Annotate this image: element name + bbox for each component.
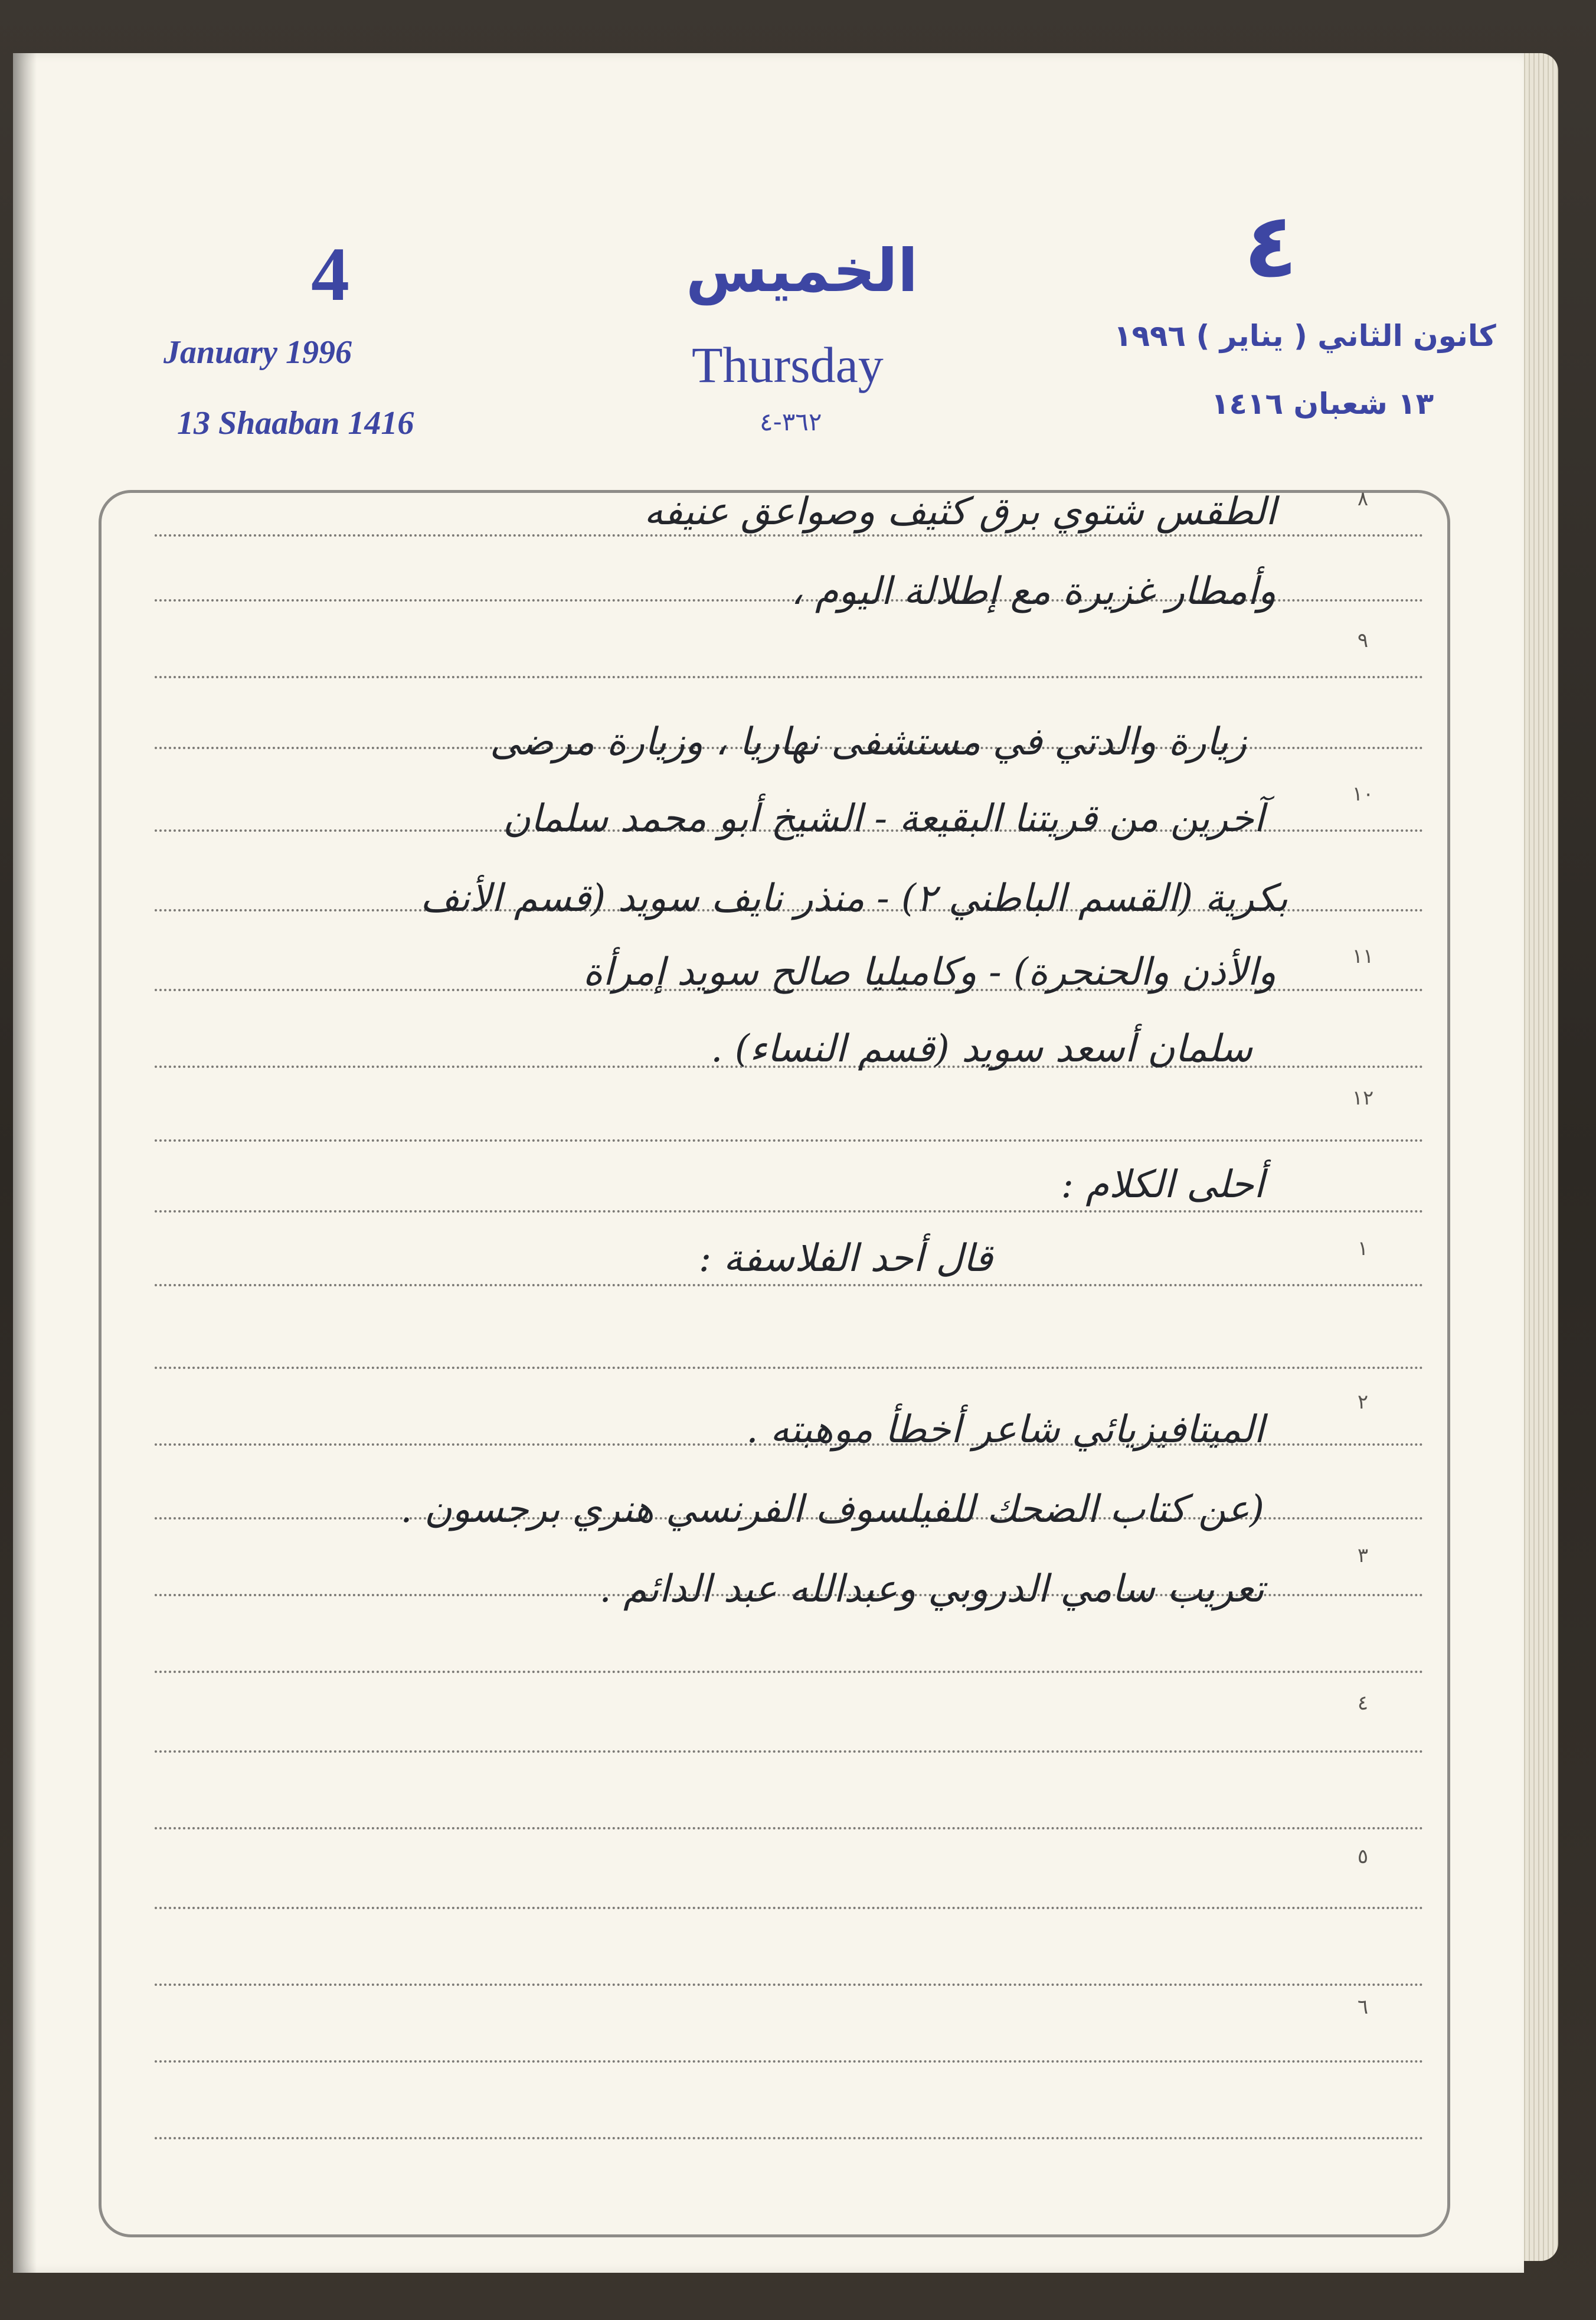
note-line: آخرين من قريتنا البقيعة - الشيخ أبو محمد سلمان (502, 797, 1264, 841)
spine-shadow (13, 53, 37, 2273)
note-line: الميتافيزيائي شاعر أخطأ موهبته . (746, 1408, 1264, 1452)
hour-label: ٥ (1357, 1845, 1369, 1868)
ruled-line (155, 534, 1424, 537)
hour-label: ٦ (1357, 1995, 1369, 2019)
hour-label: ١١ (1352, 945, 1374, 968)
note-line: وأمطار غزيرة مع إطلالة اليوم ، (790, 570, 1276, 613)
hour-label: ٣ (1357, 1544, 1369, 1567)
note-line: والأذن والحنجرة) - وكاميليا صالح سويد إمرأة (583, 950, 1276, 994)
day-number-latin: 4 (311, 232, 349, 317)
hijri-date-en: 13 Shaaban 1416 (177, 405, 414, 442)
ruled-line (155, 1750, 1424, 1753)
ruled-line (155, 1284, 1424, 1286)
ruled-line (155, 1210, 1424, 1213)
day-of-year-counter: ٣٦٢-٤ (760, 407, 822, 436)
gregorian-date-ar: كانون الثاني ( يناير ) ١٩٩٦ (1114, 319, 1496, 353)
note-line: بكرية (القسم الباطني ٢) - منذر نايف سويد (قسم الأنف (420, 877, 1288, 920)
ruled-line (155, 1907, 1424, 1909)
hour-label: ٩ (1357, 629, 1369, 652)
weekday-english: Thursday (692, 336, 884, 393)
note-line: (عن كتاب الضحك للفيلسوف الفرنسي هنري برجسون . (400, 1488, 1264, 1531)
weekday-arabic: الخميس (686, 236, 918, 305)
note-line: الطقس شتوي برق كثيف وصواعق عنيفه (644, 490, 1276, 534)
hour-label: ٨ (1357, 487, 1369, 511)
hour-label: ٢ (1357, 1390, 1369, 1414)
note-line: قال أحد الفلاسفة : (698, 1237, 993, 1280)
ruled-line (155, 2137, 1424, 2139)
hour-label: ٤ (1357, 1691, 1369, 1715)
note-line: أحلى الكلام : (1061, 1163, 1264, 1207)
day-number-arabic: ٤ (1244, 195, 1298, 298)
ruled-line (155, 676, 1424, 678)
ruled-line (155, 2060, 1424, 2063)
ruled-line (155, 1671, 1424, 1673)
ruled-line (155, 1984, 1424, 1986)
ruled-line (155, 1367, 1424, 1369)
hour-label: ١٢ (1352, 1086, 1374, 1110)
diary-page (13, 53, 1524, 2273)
note-line: زيارة والدتي في مستشفى نهاريا ، وزيارة مرضى (490, 720, 1247, 764)
hour-label: ١ (1357, 1237, 1369, 1260)
hour-label: ١٠ (1352, 782, 1374, 806)
hijri-date-ar: ١٣ شعبان ١٤١٦ (1211, 387, 1434, 421)
note-line: تعريب سامي الدروبي وعبدالله عبد الدائم . (599, 1567, 1264, 1611)
ruled-line (155, 1827, 1424, 1829)
gregorian-date-en: January 1996 (163, 334, 352, 371)
note-line: سلمان أسعد سويد (قسم النساء) . (711, 1027, 1252, 1071)
ruled-line (155, 1139, 1424, 1142)
